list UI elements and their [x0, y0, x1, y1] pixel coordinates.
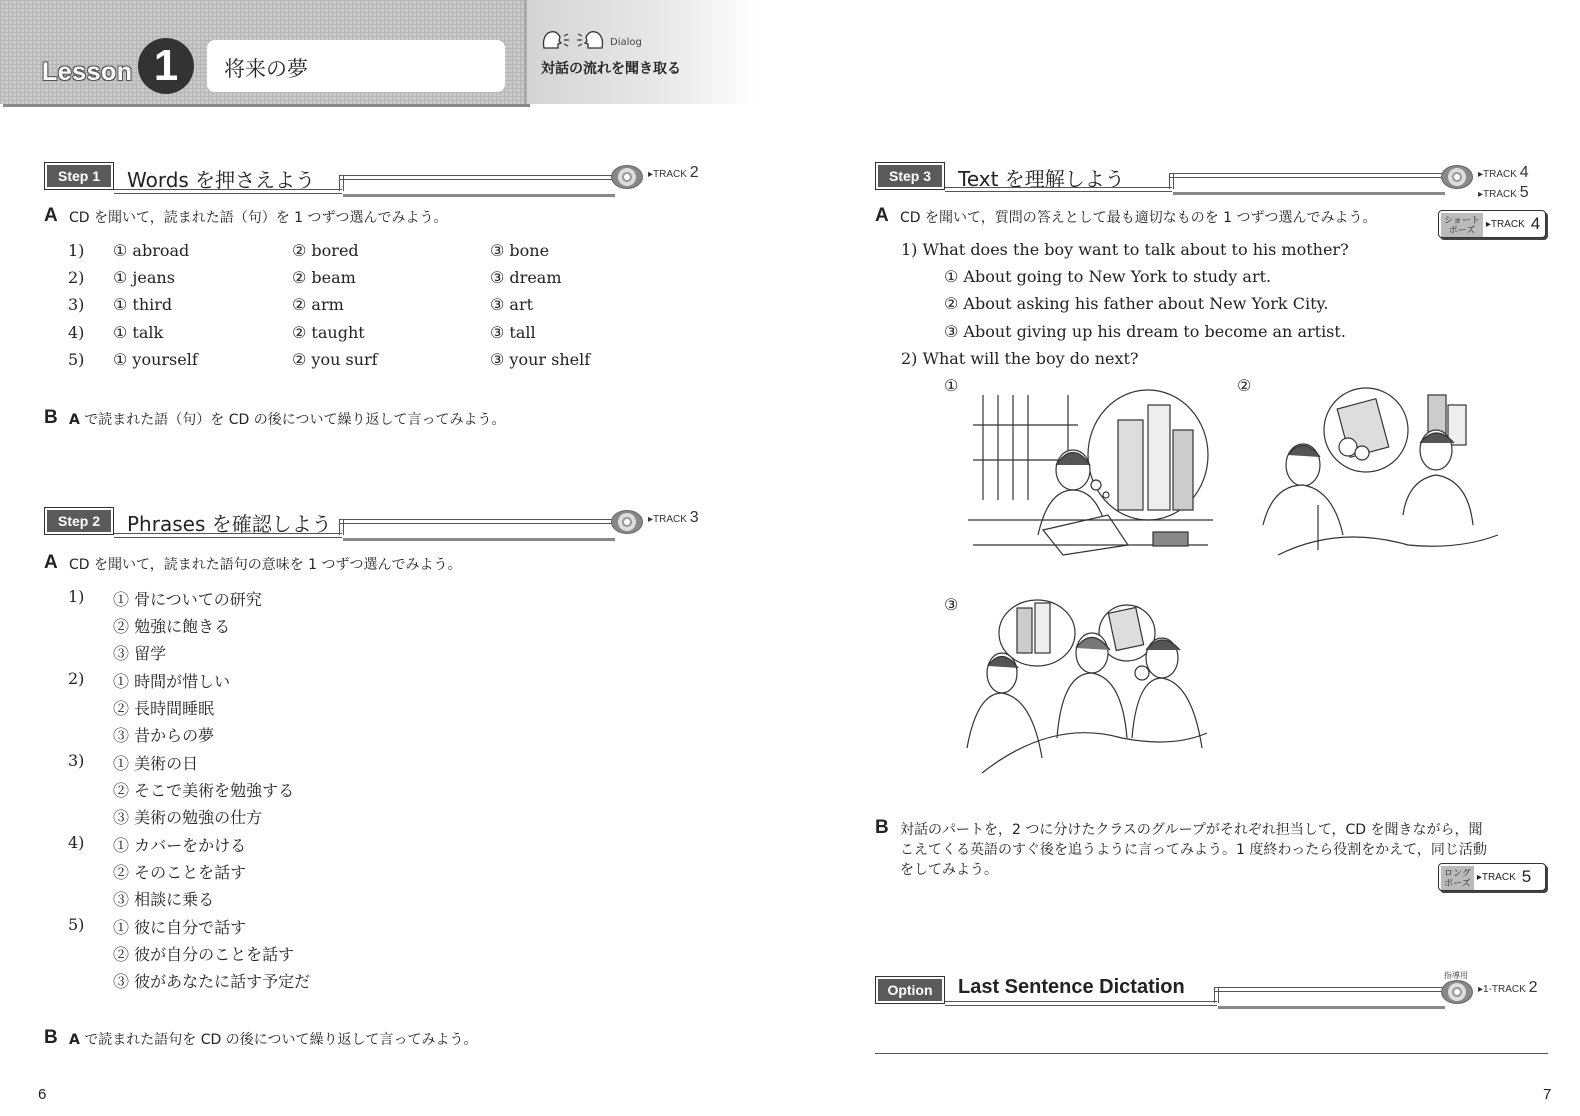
step1-row-num: 5)	[68, 350, 85, 369]
picture-label: ③	[944, 595, 959, 614]
step1-option: ② beam	[292, 268, 356, 287]
step3-b-letter: B	[875, 817, 889, 838]
teacher-label: 指導用	[1444, 971, 1468, 980]
step2-shadow	[343, 538, 615, 541]
page-number-right: 7	[1543, 1086, 1552, 1103]
step3-q1-option: ① About going to New York to study art.	[944, 267, 1272, 286]
step2-option: ① 骨についての研究	[113, 590, 262, 609]
step3-tag: Step 3	[875, 162, 945, 190]
step3-b-instruction-line3: をしてみよう。	[900, 862, 998, 878]
step2-option: ② そのことを話す	[113, 863, 247, 882]
option-shadow	[1218, 1006, 1445, 1009]
step1-rule-upper	[340, 175, 612, 180]
dialog-subtitle: 対話の流れを聞き取る	[541, 61, 681, 77]
long-pause-badge: ロング ポーズ▸TRACK 5	[1438, 863, 1546, 891]
cd-icon	[1441, 980, 1473, 1004]
step1-option: ① jeans	[113, 268, 175, 287]
picture-label: ①	[944, 376, 959, 395]
short-pause-badge: ショート ポーズ▸TRACK 4	[1438, 210, 1546, 238]
step2-a-letter: A	[44, 552, 58, 573]
option-tag: Option	[875, 976, 945, 1004]
step2-option: ③ 美術の勉強の仕方	[113, 808, 263, 827]
step2-item-num: 1)	[68, 587, 85, 606]
speaking-heads-icon	[540, 28, 606, 52]
step2-option: ① 時間が惜しい	[113, 672, 231, 691]
step2-option: ③ 相談に乗る	[113, 890, 215, 909]
step2-title: Phrases を確認しよう	[127, 512, 332, 536]
step2-option: ② そこで美術を勉強する	[113, 781, 295, 800]
step3-q1-option: ② About asking his father about New York City.	[944, 294, 1329, 313]
step2-track: ▸TRACK 3	[648, 509, 699, 526]
step3-b-instruction-line2: こえてくる英語のすぐ後を追うように言ってみよう。1 度終わったら役割をかえて，同じ活動	[900, 842, 1487, 858]
step3-b-instruction-line1: 対話のパートを，2 つに分けたクラスのグループがそれぞれ担当して，CD を聞きながら，聞	[900, 822, 1483, 838]
step1-option: ① talk	[113, 323, 164, 342]
step1-option: ③ art	[490, 295, 534, 314]
step1-option: ② you surf	[292, 350, 378, 369]
step2-b-letter: B	[44, 1027, 58, 1048]
step1-option: ③ tall	[490, 323, 536, 342]
lesson-title: 将来の夢	[224, 57, 308, 81]
step2-option: ① カバーをかける	[113, 836, 247, 855]
illustration-boy-reading[interactable]	[968, 385, 1213, 560]
step2-item-num: 5)	[68, 915, 85, 934]
step3-track-a: ▸TRACK 4	[1478, 164, 1529, 181]
option-track: ▸1-TRACK 2	[1478, 979, 1538, 996]
step2-item-num: 3)	[68, 751, 85, 770]
step3-q1-option: ③ About giving up his dream to become an artist.	[944, 322, 1346, 341]
illustration-boy-and-father[interactable]	[1258, 385, 1503, 560]
step3-a-letter: A	[875, 205, 889, 226]
cd-icon	[611, 510, 643, 534]
step1-option: ① yourself	[113, 350, 198, 369]
step1-a-instruction: CD を聞いて，読まれた語（句）を 1 つずつ選んでみよう。	[69, 210, 448, 226]
step2-option: ② 彼が自分のことを話す	[113, 945, 295, 964]
step1-option: ① third	[113, 295, 173, 314]
dialog-label: Dialog	[610, 37, 642, 48]
step3-question-1: 1) What does the boy want to talk about to his mother?	[901, 240, 1349, 259]
step1-row-num: 4)	[68, 323, 85, 342]
step1-row-num: 2)	[68, 268, 85, 287]
step1-title: Words を押さえよう	[127, 168, 316, 192]
step3-title: Text を理解しよう	[958, 167, 1125, 191]
option-rule-upper	[1215, 987, 1442, 992]
lesson-number-badge: 1	[138, 38, 194, 94]
step1-track: ▸TRACK 2	[648, 164, 699, 181]
step2-rule	[114, 533, 342, 538]
step1-b-instruction: A で読まれた語（句）を CD の後について繰り返して言ってみよう。	[69, 412, 506, 428]
step2-option: ② 長時間睡眠	[113, 699, 215, 718]
step3-a-instruction: CD を聞いて，質問の答えとして最も適切なものを 1 つずつ選んでみよう。	[900, 210, 1377, 226]
step2-tag: Step 2	[44, 507, 114, 535]
step1-b-letter: B	[44, 407, 58, 428]
step1-option: ② bored	[292, 241, 359, 260]
step1-option: ③ bone	[490, 241, 550, 260]
option-title: Last Sentence Dictation	[958, 976, 1185, 998]
step1-option: ① abroad	[113, 241, 190, 260]
step2-a-instruction: CD を聞いて，読まれた語句の意味を 1 つずつ選んでみよう。	[69, 557, 462, 573]
step1-a-letter: A	[44, 205, 58, 226]
picture-label: ②	[1237, 376, 1252, 395]
step2-option: ② 勉強に飽きる	[113, 617, 231, 636]
step2-item-num: 4)	[68, 833, 85, 852]
step2-option: ③ 留学	[113, 644, 167, 663]
step1-row-num: 1)	[68, 241, 85, 260]
dialog-panel	[527, 0, 757, 104]
step3-shadow	[1173, 192, 1445, 195]
page-number-left: 6	[38, 1086, 47, 1103]
step1-row-num: 3)	[68, 295, 85, 314]
step2-option: ① 彼に自分で話す	[113, 918, 247, 937]
step2-rule-upper	[340, 519, 612, 524]
step2-option: ① 美術の日	[113, 754, 199, 773]
step1-tag: Step 1	[44, 162, 114, 190]
step3-rule	[945, 187, 1172, 192]
step1-option: ③ dream	[490, 268, 562, 287]
step1-option: ② arm	[292, 295, 344, 314]
step1-option: ② taught	[292, 323, 365, 342]
step2-option: ③ 彼があなたに話す予定だ	[113, 972, 311, 991]
step2-option: ③ 昔からの夢	[113, 726, 215, 745]
step3-track-b: ▸TRACK 5	[1478, 184, 1529, 201]
cd-icon	[1441, 165, 1473, 189]
step2-b-instruction: A で読まれた語句を CD の後について繰り返して言ってみよう。	[69, 1032, 478, 1048]
step3-question-2: 2) What will the boy do next?	[901, 349, 1139, 368]
option-rule	[945, 1001, 1217, 1006]
step3-rule-upper	[1170, 173, 1442, 178]
step1-rule	[114, 189, 342, 194]
lesson-word: Lesson	[42, 58, 133, 86]
cd-icon	[611, 165, 643, 189]
step1-option: ③ your shelf	[490, 350, 591, 369]
illustration-family-talking[interactable]	[962, 598, 1207, 776]
step1-shadow	[343, 194, 615, 197]
step2-item-num: 2)	[68, 669, 85, 688]
dictation-line[interactable]	[875, 1053, 1548, 1054]
